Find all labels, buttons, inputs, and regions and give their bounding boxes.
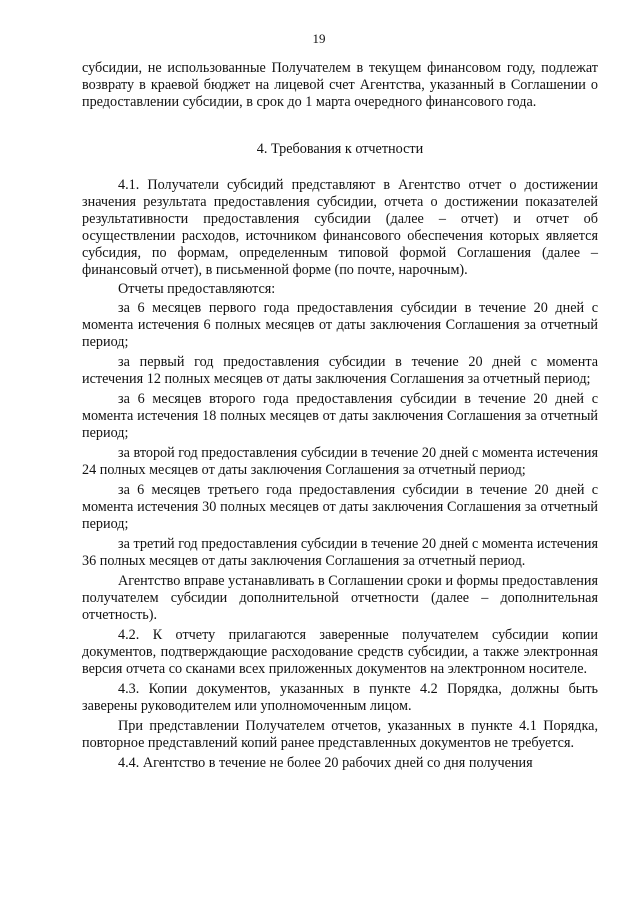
- list-item-period-1: за 6 месяцев первого года предоставления субсидии в течение 20 дней с момента истечения 6 полных месяцев от даты заключения Соглашения за отчетный период;: [82, 300, 598, 350]
- paragraph-repeat-copies: При представлении Получателем отчетов, указанных в пункте 4.1 Порядка, повторное представлений копий ранее представленных документов не требуется.: [82, 718, 598, 751]
- paragraph-subsidy-return: субсидии, не использованные Получателем в текущем финансовом году, подлежат возврату в краевой бюджет на лицевой счет Агентства, указанный в Соглашении о предоставлении субсидии, в срок до 1 марта очередного финансового года.: [82, 60, 598, 110]
- list-item-period-6: за третий год предоставления субсидии в течение 20 дней с момента истечения 36 полных месяцев от даты заключения Соглашения за отчетный период.: [82, 536, 598, 569]
- section-heading: 4. Требования к отчетности: [256, 141, 424, 157]
- paragraph-4-4: 4.4. Агентство в течение не более 20 рабочих дней со дня получения: [118, 755, 533, 771]
- paragraph-reports-intro: Отчеты предоставляются:: [118, 281, 276, 297]
- list-item-period-4: за второй год предоставления субсидии в течение 20 дней с момента истечения 24 полных месяцев от даты заключения Соглашения за отчетный период;: [82, 445, 598, 478]
- list-item-period-2: за первый год предоставления субсидии в течение 20 дней с момента истечения 12 полных месяцев от даты заключения Соглашения за отчетный период;: [82, 354, 598, 387]
- paragraph-4-1: 4.1. Получатели субсидий представляют в Агентство отчет о достижении значения результата предоставления субсидии, отчета о достижении показателей результативности предоставления субсидии (далее – отчет) и отчет об осуществлении расходов, источником финансового обеспечения которых является субсидия, по формам, определенным типовой формой Соглашения (далее – финансовый отчет), в письменной форме (по почте, нарочным).: [82, 177, 598, 278]
- paragraph-4-2: 4.2. К отчету прилагаются заверенные получателем субсидии копии документов, подтверждающие расходование средств субсидии, а также электронная версия отчета со сканами всех приложенных документов на электронном носителе.: [82, 627, 598, 677]
- list-item-period-5: за 6 месяцев третьего года предоставления субсидии в течение 20 дней с момента истечения 30 полных месяцев от даты заключения Соглашения за отчетный период;: [82, 482, 598, 532]
- paragraph-4-3: 4.3. Копии документов, указанных в пункте 4.2 Порядка, должны быть заверены руководителем или уполномоченным лицом.: [82, 681, 598, 714]
- list-item-period-3: за 6 месяцев второго года предоставления субсидии в течение 20 дней с момента истечения 18 полных месяцев от даты заключения Соглашения за отчетный период;: [82, 391, 598, 441]
- paragraph-additional-reporting: Агентство вправе устанавливать в Соглашении сроки и формы предоставления получателем субсидии дополнительной отчетности (далее – дополнительная отчетность).: [82, 573, 598, 623]
- document-body: [82, 60, 598, 772]
- page-number: 19: [312, 31, 326, 46]
